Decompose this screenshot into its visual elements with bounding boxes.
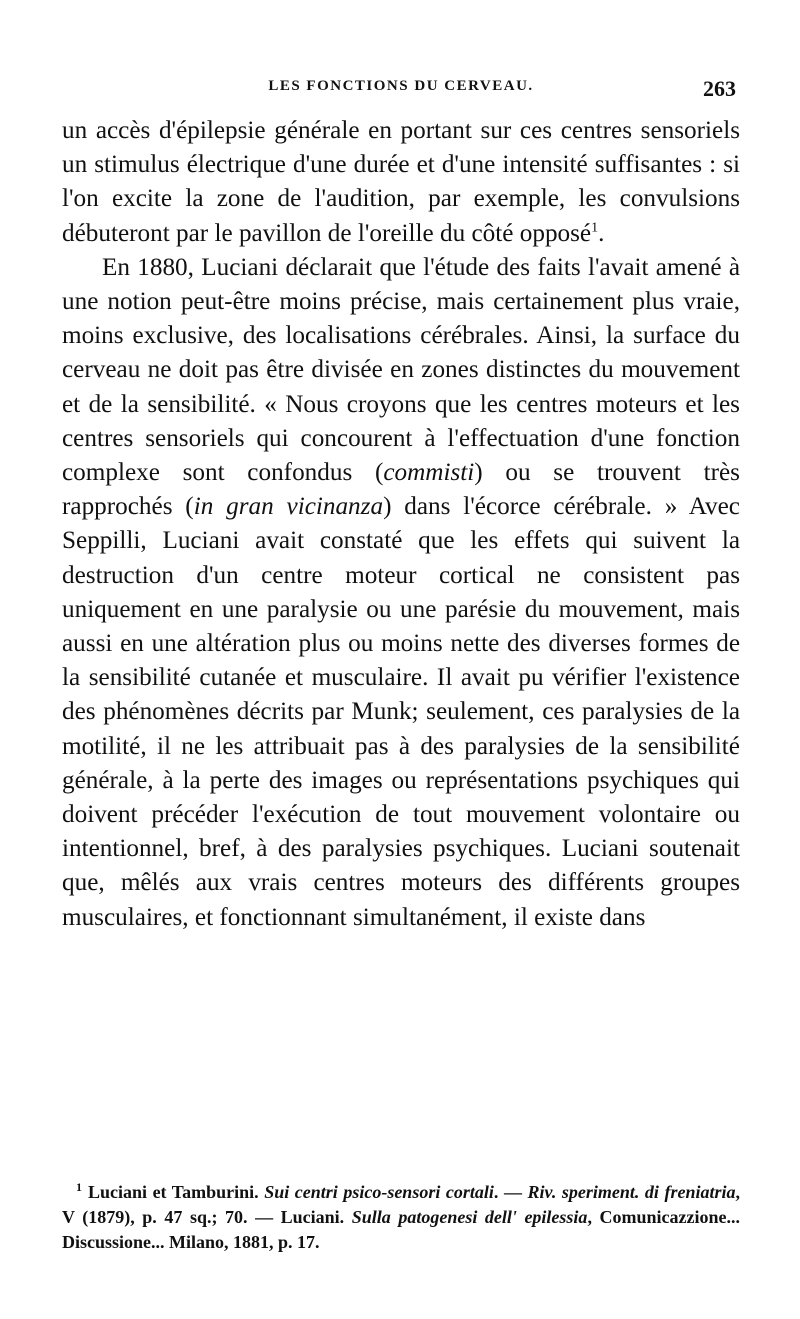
paragraph-1-text: un accès d'épilepsie générale en portant sur ces centres sensoriels un stimulus électrique d'une durée et d'une intensité suffisantes : si l'on excite la zone de l'audition, par exemple, les convulsions débuteront par le pavillon de l'oreille du côté opposé — [62, 117, 740, 247]
running-head: LES FONCTIONS DU CERVEAU. — [268, 78, 534, 94]
italic-term-vicinanza: in gran vicinanza — [193, 493, 384, 521]
footnote-text-2: . — — [493, 1182, 528, 1202]
footnote-mark: 1 — [76, 1180, 82, 1194]
footnote-journal: Riv. speriment. di freniatria — [527, 1182, 736, 1202]
paragraph-2-text-a: En 1880, Luciani déclarait que l'étude des faits l'avait amené à une notion peut-être moins précise, mais certainement plus vraie, moins exclusive, des localisations cérébrales. Ainsi, la surface du cerveau ne doit pas être divisée en zones distinctes du mouvement et de la sensibilité. « Nous croyons que les centres moteurs et les centres sensoriels qui concourent à l'effectuation d'une fonction complexe sont confondus ( — [62, 253, 740, 487]
footnote-title-2: Sulla patogenesi dell' epilessia — [351, 1207, 588, 1227]
paragraph-2-text-b: ) ou se trouvent très rapprochés ( — [62, 459, 740, 521]
body-text — [62, 114, 740, 935]
paragraph-1 — [62, 114, 740, 251]
footnotes — [62, 1180, 740, 1255]
page-header — [62, 76, 740, 106]
footnote-title-1: Sui centri psico-sensori cortali — [264, 1182, 494, 1202]
footnote-text-1: Luciani et Tamburini. — [88, 1182, 265, 1202]
paragraph-1-end: . — [598, 219, 605, 247]
footnote-text-4: , Comunicazzione... Discussione... Milano, 1881, p. 17. — [62, 1207, 740, 1252]
footnote-1 — [62, 1180, 740, 1255]
paragraph-2 — [62, 251, 740, 935]
footnote-text-3: , V (1879), p. 47 sq.; 70. — Luciani. — [62, 1182, 740, 1227]
paragraph-2-text-c: ) dans l'écorce cérébrale. » Avec Seppilli, Luciani avait constaté que les effets qui suivent la destruction d'un centre moteur cortical ne consistent pas uniquement en une paralysie ou une parésie du mouvement, mais aussi en une altération plus ou moins nette des diverses formes de la sensibilité cutanée et musculaire. Il avait pu vérifier l'existence des phénomènes décrits par Munk; seulement, ces paralysies de la motilité, il ne les attribuait pas à des paralysies de la sensibilité générale, à la perte des images ou représentations psychiques qui doivent précéder l'exécution de tout mouvement volontaire ou intentionnel, bref, à des paralysies psychiques. Luciani soutenait que, mêlés aux vrais centres moteurs des différents groupes musculaires, et fonctionnant simultanément, il existe dans — [62, 493, 740, 931]
italic-term-commisti: commisti — [383, 459, 475, 487]
page-number: 263 — [703, 76, 736, 101]
footnote-reference: 1 — [591, 220, 599, 236]
